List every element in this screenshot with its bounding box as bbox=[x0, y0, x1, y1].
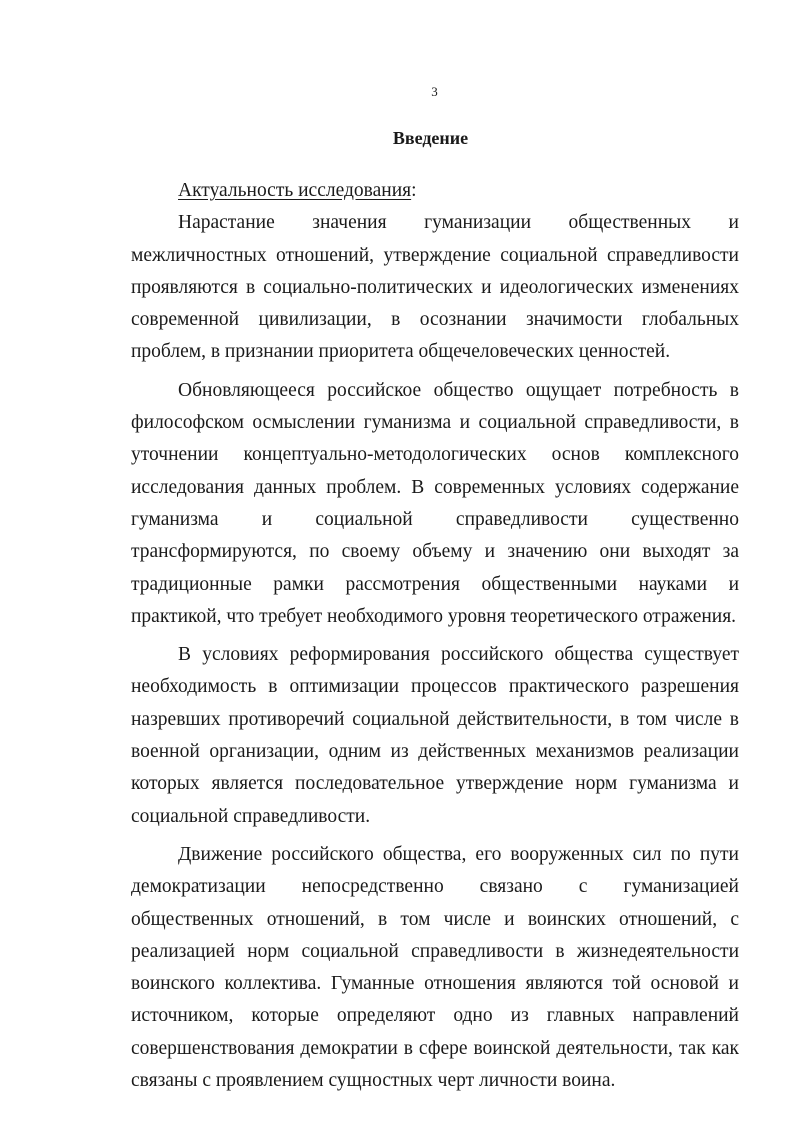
subheading-text: Актуальность исследования bbox=[178, 180, 412, 201]
paragraph-2: Обновляющееся российское общество ощущает потребность в философском осмыслении гуманизма и социальной справедливости, в уточнении концептуально-методологических основ комплексного исследования данных проблем. В современных условиях содержание гуманизма и социальной справедливости существенно трансформируются, по своему объему и значению они выходят за традиционные рамки рассмотрения общественными науками и практикой, что требует необходимого уровня теоретического отражения. bbox=[131, 379, 739, 627]
paragraph-1: Нарастание значения гуманизации общественных и межличностных отношений, утверждение социальной справедливости проявляются в социально-политических и идеологических изменениях современной цивилизации, в осознании значимости глобальных проблем, в признании приоритета общечеловеческих ценностей. bbox=[131, 212, 739, 363]
section-subheading bbox=[131, 175, 739, 207]
paragraph-3: В условиях реформирования российского общества существует необходимость в оптимизации процессов практического разрешения назревших противоречий социальной действительности, в том числе в военной организации, одним из действенных механизмов реализации которых является последовательное утверждение норм гуманизма и социальной справедливости. bbox=[131, 644, 739, 827]
page-number: 3 bbox=[431, 84, 438, 99]
document-body bbox=[131, 175, 739, 1097]
page-title: Введение bbox=[392, 128, 469, 148]
subheading-colon: : bbox=[411, 180, 417, 201]
paragraph-4: Движение российского общества, его вооруженных сил по пути демократизации непосредственно связано с гуманизацией общественных отношений, в том числе и воинских отношений, с реализацией норм социальной справедливости в жизнедеятельности воинского коллектива. Гуманные отношения являются той основой и источником, которые определяют одно из главных направлений совершенствования демократии в сфере воинской деятельности, так как связаны с проявлением сущностных черт личности воина. bbox=[131, 843, 739, 1092]
